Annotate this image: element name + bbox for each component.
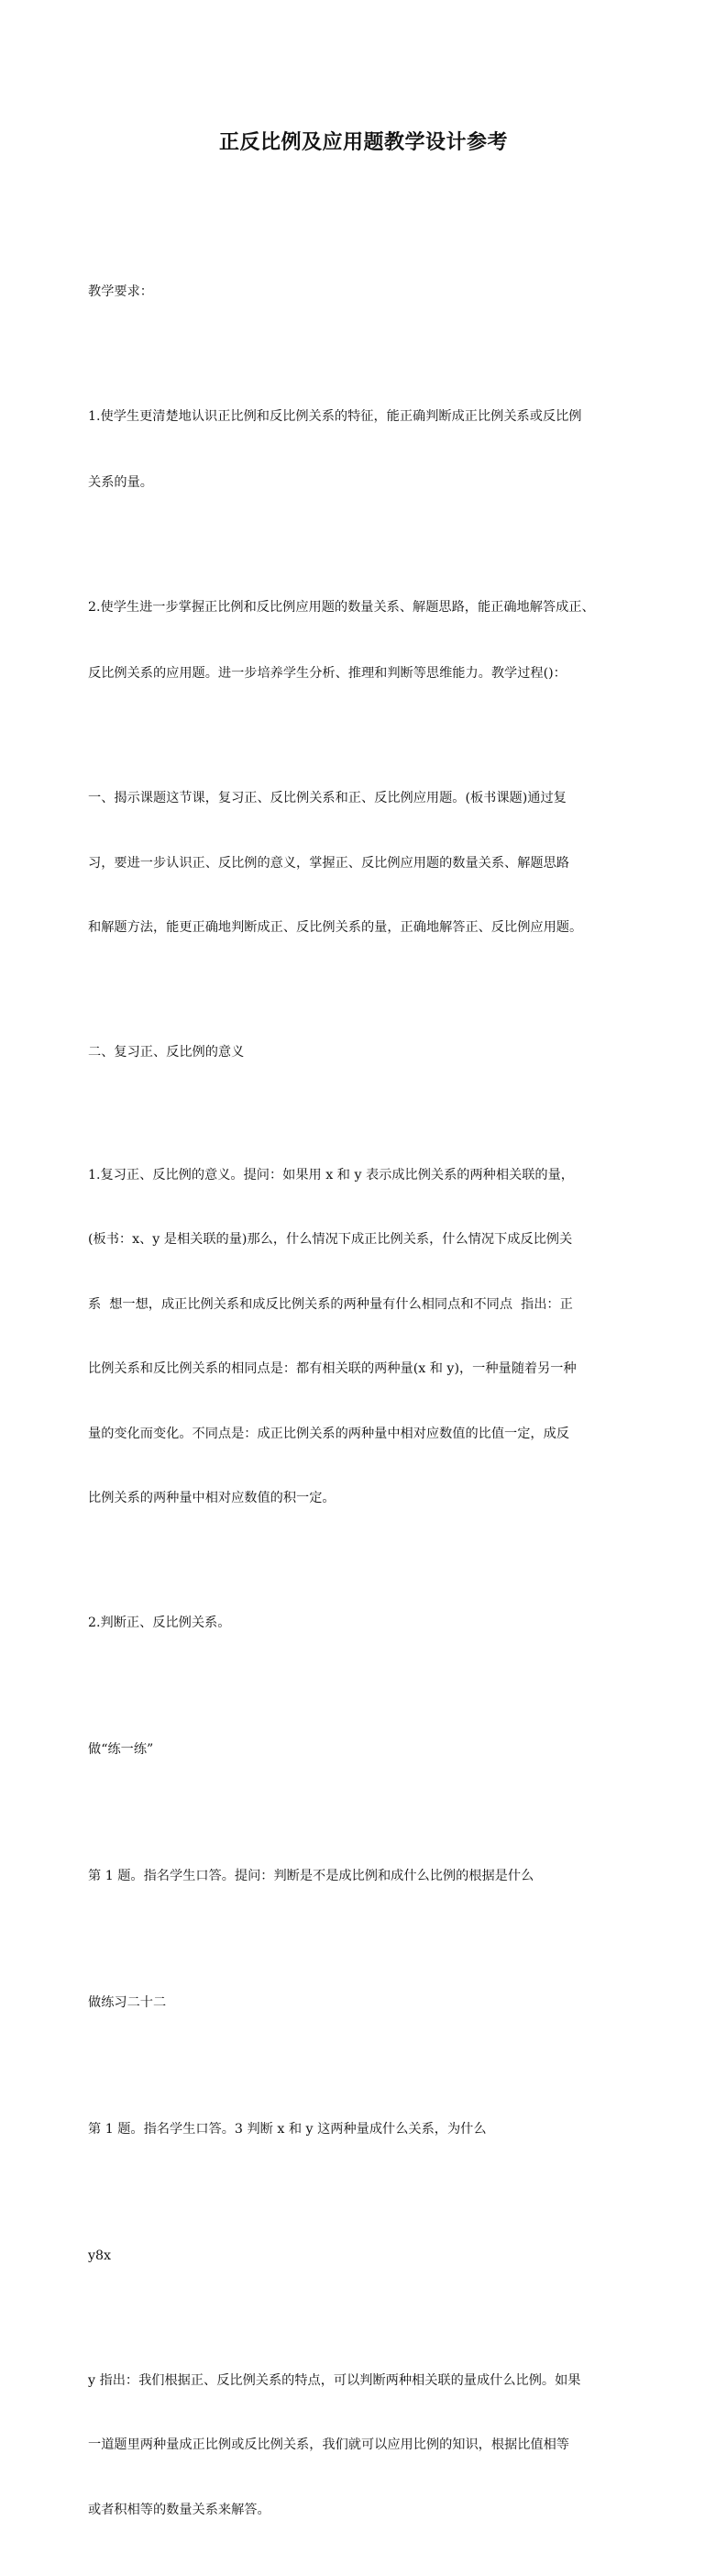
text-line: 量的变化而变化。不同点是：成正比例关系的两种量中相对应数值的比值一定，成反 bbox=[88, 1426, 569, 1441]
paragraph-conclusion bbox=[88, 2327, 656, 2565]
text-line: 系 想一想，成正比例关系和成反比例关系的两种量有什么相同点和不同点 指出：正 bbox=[88, 1296, 573, 1312]
document-title: 正反比例及应用题教学设计参考 bbox=[218, 131, 508, 154]
paragraph-practice bbox=[88, 1694, 656, 1804]
paragraph-formula bbox=[88, 2201, 656, 2311]
text-line: 1.复习正、反比例的意义。提问：如果用 x 和 y 表示成比例关系的两种相关联的量， bbox=[88, 1167, 574, 1183]
text-line: 关系的量。 bbox=[88, 475, 153, 490]
text-line: 教学要求： bbox=[88, 284, 153, 299]
document-body bbox=[88, 237, 656, 2576]
text-line: 比例关系和反比例关系的相同点是：都有相关联的两种量(x 和 y)，一种量随着另一种 bbox=[88, 1361, 577, 1376]
text-line: 习，要进一步认识正、反比例的意义，掌握正、反比例应用题的数量关系、解题思路 bbox=[88, 855, 569, 871]
text-line: 或者积相等的数量关系来解答。 bbox=[88, 2502, 270, 2517]
text-line: 2.判断正、反比例关系。 bbox=[88, 1615, 231, 1630]
text-line: 做“练一练” bbox=[88, 1741, 154, 1757]
paragraph-question-3 bbox=[88, 2074, 656, 2184]
text-line: 二、复习正、反比例的意义 bbox=[88, 1044, 245, 1060]
text-line: 做练习二十二 bbox=[88, 1994, 167, 2010]
paragraph-exercise-22 bbox=[88, 1948, 656, 2058]
paragraph-question-1 bbox=[88, 1821, 656, 1931]
text-line: y8x bbox=[88, 2248, 112, 2263]
text-line: 比例关系的两种量中相对应数值的积一定。 bbox=[88, 1491, 336, 1505]
paragraph-section-1 bbox=[88, 745, 656, 983]
text-line: 一道题里两种量成正比例或反比例关系，我们就可以应用比例的知识，根据比值相等 bbox=[88, 2437, 569, 2452]
text-line: 1.使学生更清楚地认识正比例和反比例关系的特征，能正确判断成正比例关系或反比例 bbox=[88, 409, 582, 424]
paragraph-requirement-2 bbox=[88, 552, 656, 728]
text-line: y 指出：我们根据正、反比例关系的特点，可以判断两种相关联的量成什么比例。如果 bbox=[88, 2372, 581, 2388]
paragraph-section-2-heading bbox=[88, 997, 656, 1107]
paragraph-judge-relation bbox=[88, 1568, 656, 1678]
text-line: (板书：x、y 是相关联的量)那么，什么情况下成正比例关系，什么情况下成反比例关 bbox=[88, 1232, 573, 1247]
text-line: 反比例关系的应用题。进一步培养学生分析、推理和判断等思维能力。教学过程()： bbox=[88, 666, 567, 681]
text-line: 第 1 题。指名学生口答。3 判断 x 和 y 这两种量成什么关系，为什么 bbox=[88, 2121, 487, 2137]
text-line: 2.使学生进一步掌握正比例和反比例应用题的数量关系、解题思路，能正确地解答成正、 bbox=[88, 600, 595, 615]
text-line: 和解题方法，能更正确地判断成正、反比例关系的量，正确地解答正、反比例应用题。 bbox=[88, 920, 583, 935]
paragraph-requirement-1 bbox=[88, 361, 656, 538]
text-line: 第 1 题。指名学生口答。提问：判断是不是成比例和成什么比例的根据是什么 bbox=[88, 1868, 534, 1883]
paragraph-requirements-heading bbox=[88, 237, 656, 347]
text-line: 一、揭示课题这节课，复习正、反比例关系和正、反比例应用题。(板书课题)通过复 bbox=[88, 791, 567, 805]
paragraph-review-meaning bbox=[88, 1122, 656, 1553]
